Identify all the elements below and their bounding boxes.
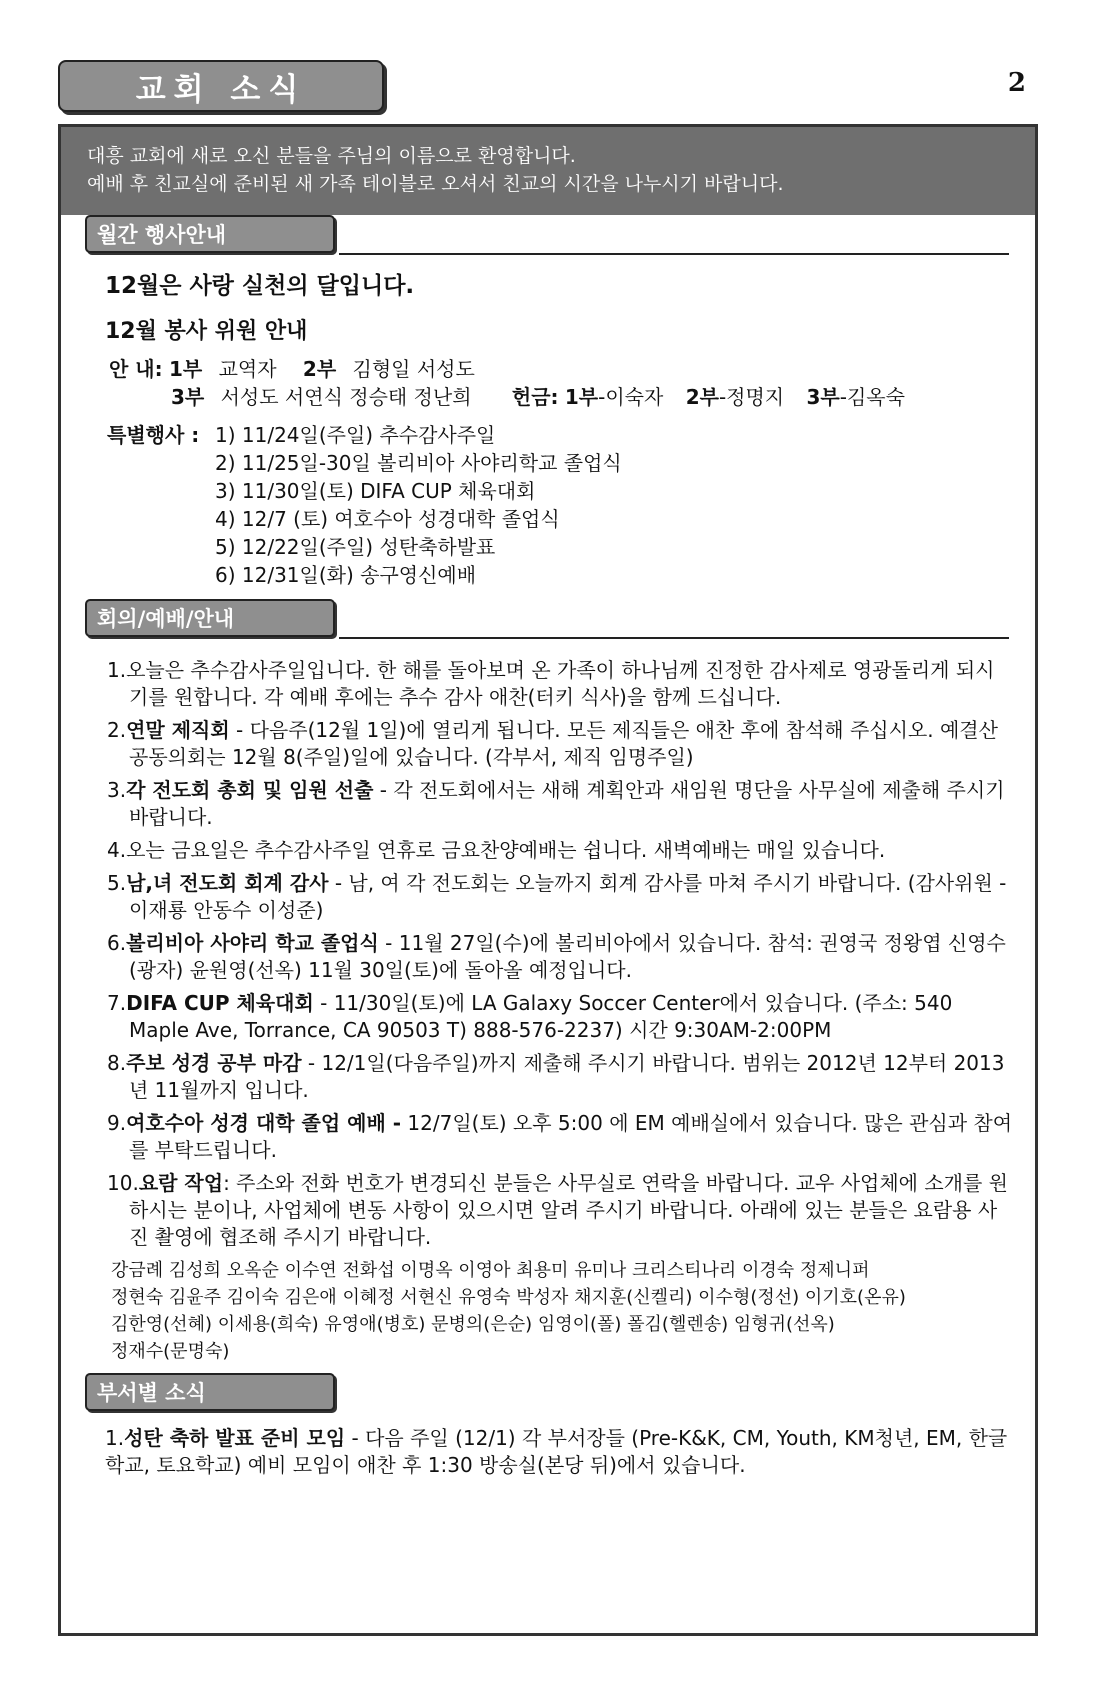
main-content	[61, 215, 1035, 1485]
section-rule	[339, 253, 1009, 255]
volunteers-title: 12월 봉사 위원 안내	[105, 319, 308, 344]
page-title-box	[58, 60, 384, 112]
page-title: 교회 소식	[135, 71, 307, 108]
welcome-line-1: 대흥 교회에 새로 오신 분들을 주님의 이름으로 환영합니다.	[87, 145, 576, 167]
section-header-monthly	[85, 215, 1035, 259]
meeting-item-7: 7.DIFA CUP 체육대회 - 11/30일(토)에 LA Galaxy Soccer Center에서 있습니다. (주소: 540 Maple Ave, Torrance, CA 90503 T) 888-576-2237) 시간 9:30AM-2:00PM	[107, 991, 953, 1042]
meeting-item-9: 9.여호수아 성경 대학 졸업 예배 - 12/7일(토) 오후 5:00 에 EM 예배실에서 있습니다. 많은 관심과 참여를 부탁드립니다.	[107, 1111, 1013, 1162]
monthly-theme: 12월은 사랑 실천의 달입니다.	[105, 273, 415, 299]
names-line: 강금례 김성희 오옥순 이수연 전화섭 이명옥 이영아 최용미 유미나 크리스티나리 이경숙 정제니퍼	[111, 1260, 870, 1281]
event-item: 3) 11/30일(토) DIFA CUP 체육대회	[215, 479, 536, 503]
meeting-item-4: 4.오는 금요일은 추수감사주일 연휴로 금요찬양예배는 쉽니다. 새벽예배는 매일 있습니다.	[107, 838, 886, 862]
meeting-item-3: 3.각 전도회 총회 및 임원 선출 - 각 전도회에서는 새해 계획안과 새임원 명단을 사무실에 제출해 주시기 바랍니다.	[107, 778, 1005, 829]
names-line: 정현숙 김윤주 김이숙 김은애 이혜정 서현신 유영숙 박성자 채지훈(신켈리) 이수형(정선) 이기호(온유)	[111, 1287, 906, 1308]
meeting-item-10: 10.요람 작업: 주소와 전화 번호가 변경되신 분들은 사무실로 연락을 바랍니다. 교우 사업체에 소개를 원하시는 분이나, 사업체에 변동 사항이 있으시면 알려 주시기 바랍니다. 아래에 있는 분들은 요람용 사진 촬영에 협조해 주시기 바랍니다.	[107, 1171, 1008, 1249]
section-header-meeting	[85, 599, 1035, 643]
event-item: 2) 11/25일-30일 볼리비아 사야리학교 졸업식	[215, 451, 622, 475]
events-list	[215, 421, 1035, 589]
section-title-monthly: 월간 행사안내	[97, 223, 227, 247]
meeting-item-6: 6.볼리비아 사야리 학교 졸업식 - 11월 27일(수)에 볼리비아에서 있습니다. 참석: 권영국 정왕엽 신영수(광자) 윤원영(선옥) 11월 30일(토)에 돌아올 예정입니다.	[107, 931, 1006, 982]
page-number: 2	[1007, 68, 1026, 98]
meeting-item-2: 2.연말 제직회 - 다음주(12월 1일)에 열리게 됩니다. 모든 제직들은 애찬 후에 참석해 주십시오. 예결산 공동의회는 12월 8(주일)일에 있습니다. (각부서, 제직 임명주일)	[107, 718, 998, 769]
section-header-dept	[85, 1373, 1035, 1417]
special-events: 특별행사 : 1) 11/24일(주일) 추수감사주일 2) 11/25일-30일 볼리비아 사야리학교 졸업식 3) 11/30일(토) DIFA CUP 체육대회 4) 12/7 (토) 여호수아 성경대학 졸업식 5) 12/22일(주일) 성탄축하발표 6) 12/31일(화) 송구영신예배	[107, 421, 1035, 589]
event-item: 1) 11/24일(주일) 추수감사주일	[215, 423, 496, 447]
dept-item-1: 1.성탄 축하 발표 준비 모임 - 다음 주일 (12/1) 각 부서장들 (Pre-K&K, CM, Youth, KM청년, EM, 한글학교, 토요학교) 예비 모임이 애찬 후 1:30 방송실(본당 뒤)에서 있습니다.	[105, 1426, 1008, 1477]
meeting-list	[61, 657, 1035, 1365]
event-item: 6) 12/31일(화) 송구영신예배	[215, 563, 477, 587]
names-line: 김한영(선혜) 이세용(희숙) 유영애(병호) 문병의(은순) 임영이(폴) 폴김(헬렌송) 임형귀(선옥)	[111, 1314, 835, 1335]
event-item: 5) 12/22일(주일) 성탄축하발표	[215, 535, 496, 559]
names-line: 정재수(문명숙)	[111, 1341, 230, 1362]
meeting-item-1: 1.오늘은 추수감사주일입니다. 한 해를 돌아보며 온 가족이 하나님께 진정한 감사제로 영광돌리게 되시기를 원합니다. 각 예배 후에는 추수 감사 애찬(터키 식사)을 함께 드십니다.	[107, 658, 995, 709]
photo-names-list	[111, 1257, 1035, 1365]
meeting-item-8: 8.주보 성경 공부 마감 - 12/1일(다음주일)까지 제출해 주시기 바랍니다. 범위는 2012년 12부터 2013년 11월까지 입니다.	[107, 1051, 1005, 1102]
event-item: 4) 12/7 (토) 여호수아 성경대학 졸업식	[215, 507, 560, 531]
welcome-line-2: 예배 후 친교실에 준비된 새 가족 테이블로 오셔서 친교의 시간을 나누시기 바랍니다.	[87, 173, 784, 195]
section-title-meeting: 회의/예배/안내	[97, 607, 235, 631]
welcome-banner	[61, 127, 1035, 215]
guide-row: 안 내: 1부 교역자 2부 김형일 서성도	[109, 357, 475, 381]
section-rule	[339, 637, 1009, 639]
section-title-dept: 부서별 소식	[97, 1381, 206, 1405]
guide-row-2: 3부 서성도 서연식 정승태 정난희 헌금: 1부-이숙자 2부-정명지 3부-김옥숙	[171, 385, 905, 409]
meeting-item-5: 5.남,녀 전도회 회계 감사 - 남, 여 각 전도회는 오늘까지 회계 감사를 마쳐 주시기 바랍니다. (감사위원 - 이재룡 안동수 이성준)	[107, 871, 1007, 922]
content-frame	[58, 124, 1038, 1636]
